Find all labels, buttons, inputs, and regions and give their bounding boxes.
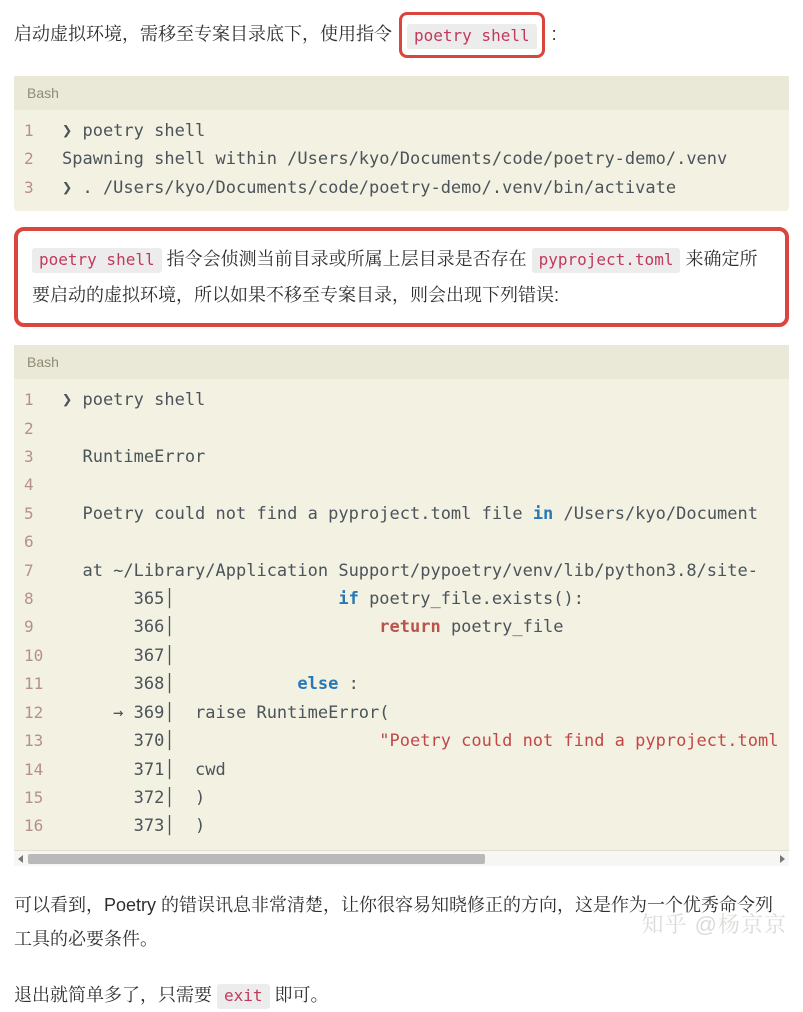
code-content xyxy=(62,174,789,202)
code-token: RuntimeError xyxy=(62,447,206,468)
paragraph-text: 即可。 xyxy=(269,984,329,1005)
code-content xyxy=(62,443,789,471)
code-content xyxy=(62,528,789,556)
code-line xyxy=(14,386,789,414)
syntax-token-str: "Poetry could not find a pyproject.toml xyxy=(379,731,779,752)
code-line xyxy=(14,471,789,499)
code-line xyxy=(14,784,789,812)
code-line xyxy=(14,756,789,784)
code-content xyxy=(62,471,789,499)
code-token: Spawning shell within /Users/kyo/Documents/code/poetry-demo/.venv xyxy=(62,149,728,170)
highlighted-note-box xyxy=(14,227,789,327)
syntax-token-kb: else xyxy=(297,674,339,695)
code-line xyxy=(14,727,789,755)
red-annotation-box xyxy=(399,12,545,58)
line-number: 2 xyxy=(24,149,34,169)
code-content xyxy=(62,145,789,173)
code-content xyxy=(62,727,789,755)
inline-code: poetry shell xyxy=(32,248,162,273)
code-content xyxy=(62,613,789,641)
code-content xyxy=(62,642,789,670)
code-content xyxy=(62,386,789,414)
code-line xyxy=(14,642,789,670)
code-token: ❯ poetry shell xyxy=(62,390,206,411)
code-token: 373│ ) xyxy=(62,816,206,837)
code-token: poetry_file xyxy=(440,617,564,638)
intro-paragraph xyxy=(14,0,789,58)
scroll-left-arrow-icon[interactable] xyxy=(18,855,23,863)
code-token: ❯ poetry shell xyxy=(62,121,206,141)
code-token: 368│ xyxy=(62,674,298,695)
line-number: 15 xyxy=(24,787,44,807)
paragraph-text: : xyxy=(546,23,557,44)
code-body xyxy=(14,110,789,211)
code-content xyxy=(62,557,789,585)
code-token: at ~/Library/Application Support/pypoetry/venv/lib/python3.8/site- xyxy=(62,560,758,581)
line-number: 16 xyxy=(24,816,44,836)
code-line xyxy=(14,699,789,727)
code-language-label: Bash xyxy=(14,76,789,110)
code-content xyxy=(62,812,789,840)
code-content xyxy=(62,756,789,784)
code-content xyxy=(62,415,789,443)
code-token: → 369│ raise RuntimeError( xyxy=(62,702,390,723)
line-number: 7 xyxy=(24,560,34,580)
code-body xyxy=(14,379,789,850)
code-line xyxy=(14,415,789,443)
line-number: 4 xyxy=(24,475,34,495)
line-number: 5 xyxy=(24,503,34,523)
line-number: 1 xyxy=(24,390,34,410)
line-number: 10 xyxy=(24,645,44,665)
code-line xyxy=(14,585,789,613)
line-number: 3 xyxy=(24,447,34,467)
code-content xyxy=(62,784,789,812)
code-line xyxy=(14,443,789,471)
line-number: 1 xyxy=(24,121,34,140)
zhihu-watermark: 知乎 @杨京京 xyxy=(641,912,787,937)
line-number: 2 xyxy=(24,418,34,438)
inline-code: poetry shell xyxy=(407,24,537,49)
code-line xyxy=(14,145,789,173)
horizontal-scrollbar[interactable] xyxy=(14,850,789,866)
line-number: 6 xyxy=(24,532,34,552)
code-line xyxy=(14,670,789,698)
code-content xyxy=(62,500,789,528)
code-token: 372│ ) xyxy=(62,787,206,808)
code-line xyxy=(14,528,789,556)
code-content xyxy=(62,699,789,727)
code-token: ❯ . /Users/kyo/Documents/code/poetry-demo/.venv/bin/activate xyxy=(62,177,677,198)
code-content xyxy=(62,585,789,613)
line-number: 12 xyxy=(24,702,44,722)
code-line xyxy=(14,557,789,585)
code-token: 370│ xyxy=(62,731,380,752)
line-number: 8 xyxy=(24,589,34,609)
syntax-token-kr: return xyxy=(379,617,441,638)
line-number: 14 xyxy=(24,759,44,779)
inline-code: pyproject.toml xyxy=(532,248,681,273)
code-token: poetry_file.exists(): xyxy=(358,589,584,610)
inline-code: exit xyxy=(217,984,270,1009)
code-token: 371│ cwd xyxy=(62,759,226,780)
code-token: Poetry could not find a pyproject.toml file xyxy=(62,503,533,524)
code-line xyxy=(14,500,789,528)
code-line xyxy=(14,812,789,840)
outro-paragraph-2 xyxy=(14,978,789,1012)
code-token: 366│ xyxy=(62,617,380,638)
paragraph-text: 来确定所要启动的虚拟环境，所以如果不移至专案目录，则会出现下列错误: xyxy=(32,249,758,306)
line-number: 11 xyxy=(24,674,44,694)
code-language-label: Bash xyxy=(14,345,789,379)
code-line xyxy=(14,174,789,202)
code-token: 365│ xyxy=(62,589,339,610)
line-number: 3 xyxy=(24,177,34,197)
syntax-token-kb: in xyxy=(532,503,554,524)
outro-paragraph-1: 可以看到，Poetry 的错误讯息非常清楚，让你很容易知晓修正的方向，这是作为一个优秀命令列工具的必要条件。 xyxy=(14,894,774,949)
code-block-shell-activate xyxy=(14,76,789,211)
code-token: /Users/kyo/Document xyxy=(553,503,758,524)
scroll-right-arrow-icon[interactable] xyxy=(780,855,785,863)
line-number: 13 xyxy=(24,731,44,751)
code-content xyxy=(62,117,789,145)
code-token: 367│ xyxy=(62,645,175,666)
paragraph-text: 退出就简单多了，只需要 xyxy=(14,984,217,1005)
code-token: : xyxy=(338,674,359,695)
paragraph-text: 指令会侦测当前目录或所属上层目录是否存在 xyxy=(161,249,532,270)
scrollbar-thumb[interactable] xyxy=(28,854,485,864)
code-line xyxy=(14,117,789,145)
code-content xyxy=(62,670,789,698)
line-number: 9 xyxy=(24,617,34,637)
code-line xyxy=(14,613,789,641)
paragraph-text: 启动虚拟环境，需移至专案目录底下，使用指令 xyxy=(14,23,397,44)
code-block-runtime-error xyxy=(14,345,789,866)
syntax-token-kb: if xyxy=(338,589,359,610)
